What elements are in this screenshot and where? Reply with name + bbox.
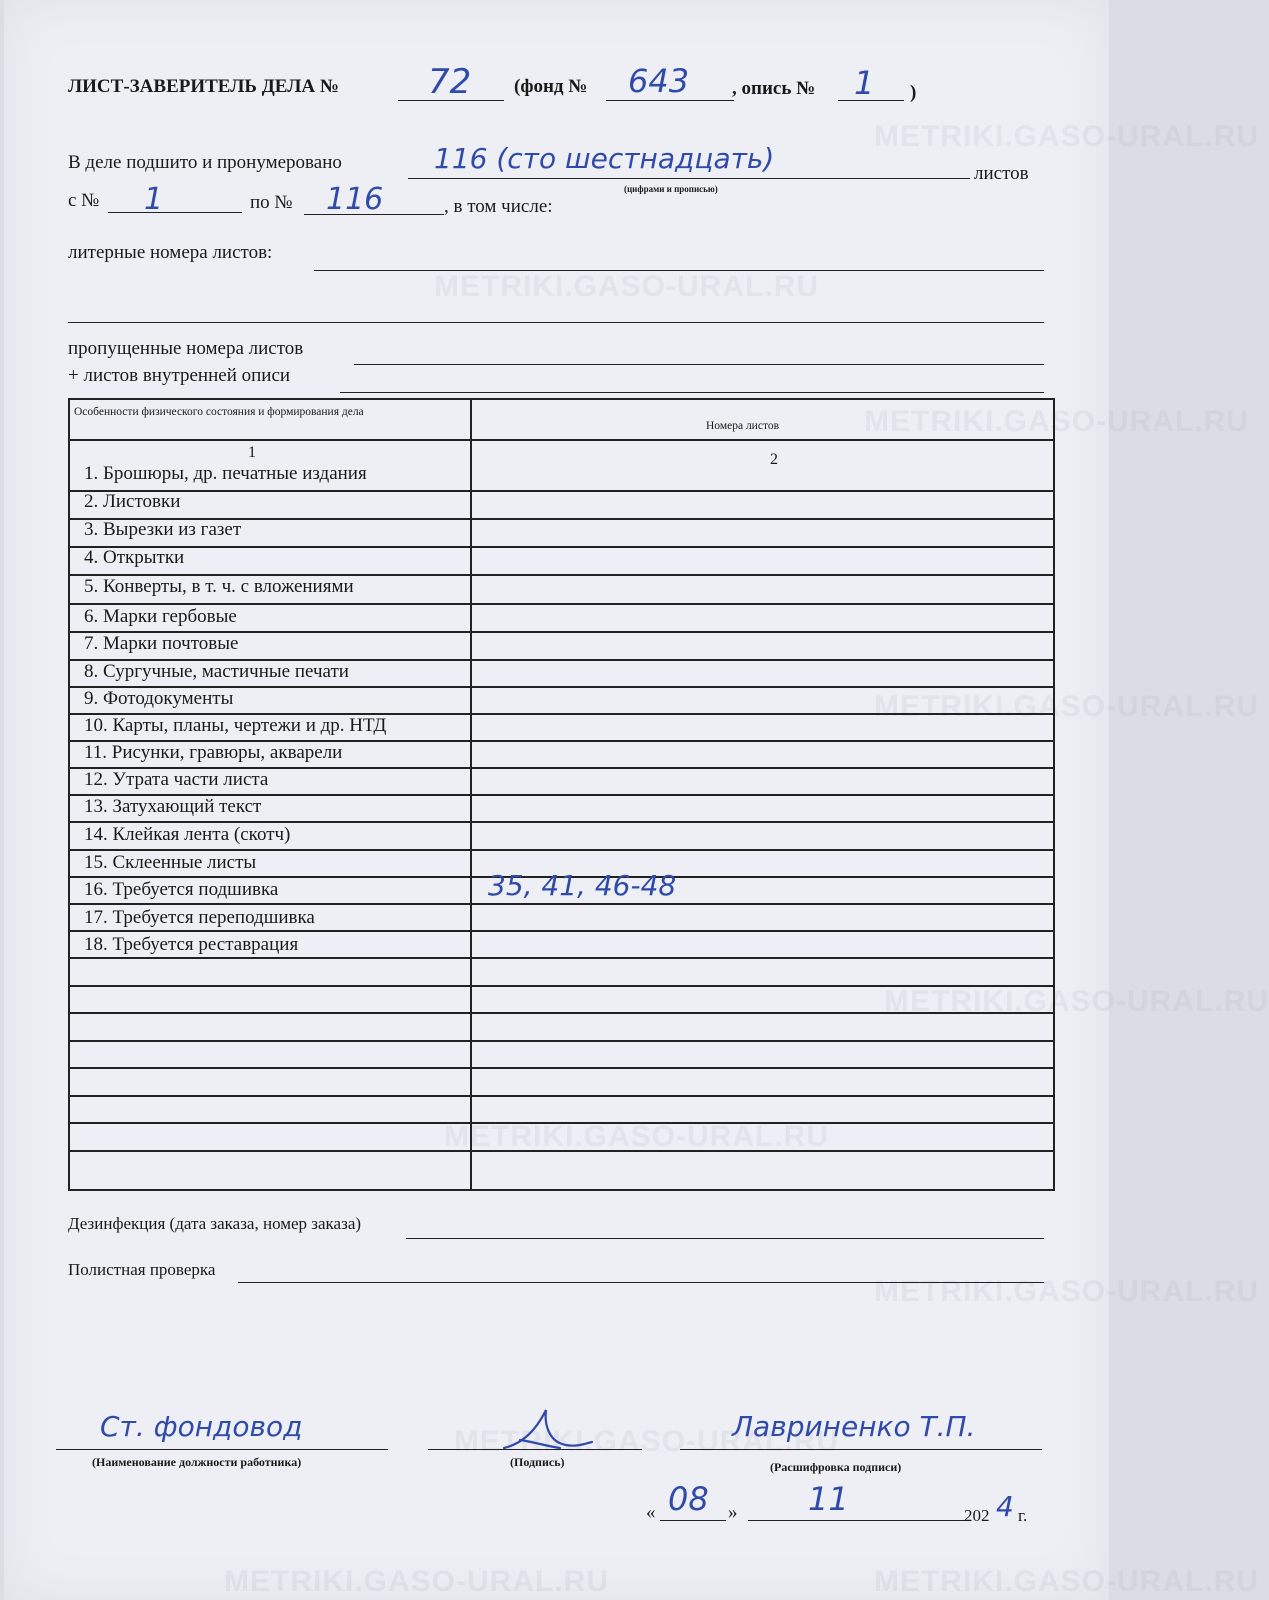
date-day: 08 — [668, 1480, 709, 1518]
position-value: Ст. фондовод — [100, 1410, 303, 1443]
case-number-value: 72 — [428, 62, 472, 102]
opis-label: , опись № — [732, 78, 816, 99]
col2-number: 2 — [770, 451, 778, 468]
count-hint: (цифрами и прописью) — [624, 184, 718, 194]
watermark: METRIKI.GASO-URAL.RU — [884, 985, 1269, 1018]
close-paren: ) — [910, 82, 917, 103]
signature-mark — [500, 1404, 596, 1456]
col2-header: Номера листов — [706, 420, 779, 432]
table-row-label: 9. Фотодокументы — [84, 688, 234, 709]
watermark: METRIKI.GASO-URAL.RU — [434, 270, 819, 303]
watermark: METRIKI.GASO-URAL.RU — [874, 120, 1259, 153]
name-caption: (Расшифровка подписи) — [770, 1460, 902, 1474]
to-value: 116 — [326, 182, 384, 217]
table-row-label: 17. Требуется переподшивка — [84, 907, 315, 928]
table-row-label: 6. Марки гербовые — [84, 606, 237, 627]
table-row-label: 10. Карты, планы, чертежи и др. НТД — [84, 715, 387, 736]
table-row-label: 2. Листовки — [84, 491, 181, 512]
date-year-suffix: г. — [1018, 1506, 1028, 1525]
disinfection-label: Дезинфекция (дата заказа, номер заказа) — [68, 1214, 362, 1233]
table-row-label: 8. Сургучные, мастичные печати — [84, 661, 349, 682]
from-label: с № — [68, 190, 100, 211]
date-month: 11 — [808, 1480, 849, 1518]
table-row-value: 35, 41, 46-48 — [488, 869, 677, 902]
table-row-label: 16. Требуется подшивка — [84, 879, 279, 900]
missing-numbers-label: пропущенные номера листов — [68, 338, 304, 359]
fond-label: (фонд № — [514, 76, 588, 97]
col1-header: Особенности физического состояния и формирования дела — [74, 406, 364, 418]
table-row-label: 13. Затухающий текст — [84, 796, 262, 817]
col1-number: 1 — [248, 444, 256, 461]
table-row-label: 14. Клейкая лента (скотч) — [84, 824, 291, 845]
watermark: METRIKI.GASO-URAL.RU — [444, 1120, 829, 1153]
date-close-quote: » — [728, 1502, 738, 1523]
count-label: В деле подшито и пронумеровано — [68, 152, 342, 173]
fond-number-value: 643 — [628, 62, 690, 100]
table-row-label: 7. Марки почтовые — [84, 633, 239, 654]
table-row-label: 3. Вырезки из газет — [84, 519, 242, 540]
watermark: METRIKI.GASO-URAL.RU — [874, 1565, 1259, 1598]
watermark: METRIKI.GASO-URAL.RU — [874, 1275, 1259, 1308]
date-year-prefix: 202 — [964, 1506, 990, 1525]
count-value: 116 (сто шестнадцать) — [434, 142, 775, 175]
table-row-label: 18. Требуется реставрация — [84, 934, 299, 955]
watermark: METRIKI.GASO-URAL.RU — [454, 1425, 839, 1458]
to-label: по № — [250, 192, 293, 213]
signature-caption: (Подпись) — [510, 1455, 565, 1469]
table-row-label: 1. Брошюры, др. печатные издания — [84, 463, 367, 484]
letter-numbers-label: литерные номера листов: — [68, 242, 273, 263]
position-caption: (Наименование должности работника) — [92, 1455, 302, 1469]
check-label: Полистная проверка — [68, 1260, 216, 1279]
table-row-label: 4. Открытки — [84, 547, 185, 568]
table-row-label: 15. Склеенные листы — [84, 852, 257, 873]
table-row-label: 12. Утрата части листа — [84, 769, 269, 790]
date-open-quote: « — [646, 1502, 656, 1523]
count-suffix: листов — [974, 163, 1029, 184]
inner-inventory-label: + листов внутренней описи — [68, 365, 291, 386]
including-label: , в том числе: — [444, 196, 553, 217]
name-value: Лавриненко Т.П. — [732, 1410, 976, 1443]
table-row-label: 11. Рисунки, гравюры, акварели — [84, 742, 343, 763]
opis-number-value: 1 — [854, 64, 875, 102]
watermark: METRIKI.GASO-URAL.RU — [864, 405, 1249, 438]
page-title: ЛИСТ-ЗАВЕРИТЕЛЬ ДЕЛА № — [68, 76, 339, 97]
table-row-label: 5. Конверты, в т. ч. с вложениями — [84, 576, 354, 597]
from-value: 1 — [144, 182, 164, 217]
document-page — [4, 0, 1269, 1600]
watermark: METRIKI.GASO-URAL.RU — [224, 1565, 609, 1598]
date-year-digit: 4 — [996, 1490, 1014, 1523]
watermark: METRIKI.GASO-URAL.RU — [874, 690, 1259, 723]
